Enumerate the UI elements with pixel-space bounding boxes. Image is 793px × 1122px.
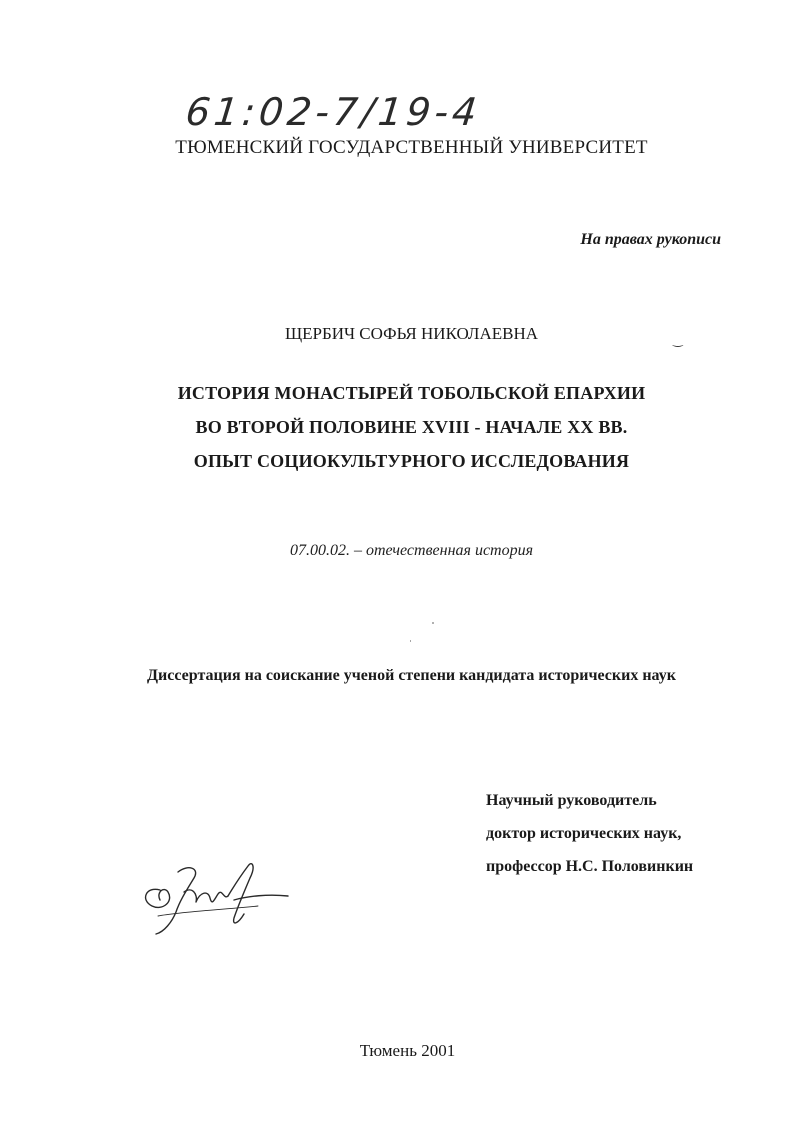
university-name: ТЮМЕНСКИЙ ГОСУДАРСТВЕННЫЙ УНИВЕРСИТЕТ bbox=[175, 137, 648, 158]
supervisor-role: Научный руководитель bbox=[486, 792, 657, 809]
city-and-year: Тюмень 2001 bbox=[359, 1041, 456, 1060]
thesis-title-line-1: ИСТОРИЯ МОНАСТЫРЕЙ ТОБОЛЬСКОЙ ЕПАРХИИ bbox=[177, 383, 646, 403]
supervisor-name: профессор Н.С. Половинкин bbox=[486, 858, 694, 875]
author-name: ЩЕРБИЧ СОФЬЯ НИКОЛАЕВНА bbox=[284, 324, 538, 343]
thesis-title-line-3: ОПЫТ СОЦИОКУЛЬТУРНОГО ИССЛЕДОВАНИЯ bbox=[193, 451, 630, 471]
dissertation-degree-statement: Диссертация на соискание ученой степени кандидата исторических наук bbox=[147, 667, 676, 684]
scan-speck bbox=[432, 622, 434, 624]
supervisor-degree: доктор исторических наук, bbox=[486, 825, 682, 842]
specialty-code: 07.00.02. – отечественная история bbox=[289, 542, 534, 559]
handwritten-signature bbox=[138, 856, 298, 938]
manuscript-rights-note: На правах рукописи bbox=[580, 231, 721, 248]
thesis-title-line-2: ВО ВТОРОЙ ПОЛОВИНЕ XVIII - НАЧАЛЕ XX ВВ. bbox=[195, 417, 628, 437]
scan-speck bbox=[410, 640, 411, 642]
handwritten-archive-code: 61:02-7/19-4 bbox=[183, 90, 483, 134]
stray-mark: ‿ bbox=[673, 333, 683, 347]
